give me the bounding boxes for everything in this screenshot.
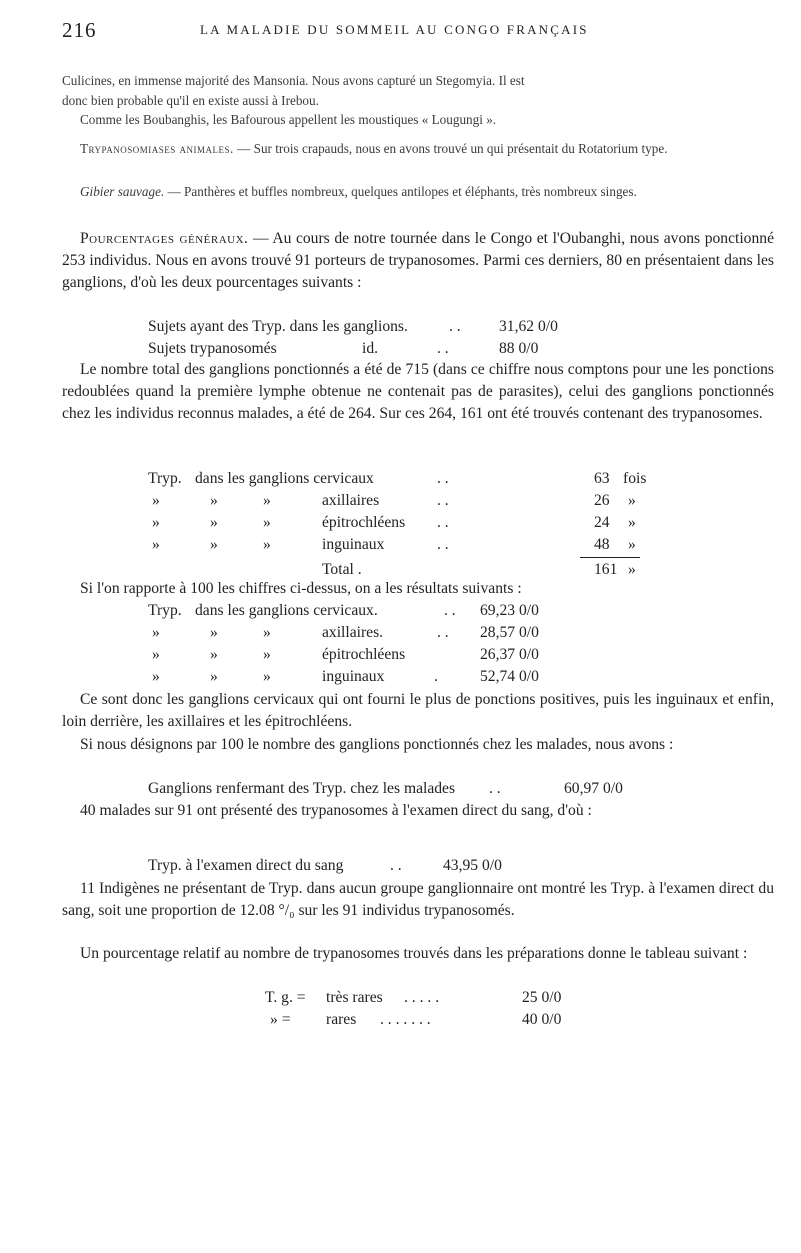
cesont-text: Ce sont donc les ganglions cervicaux qui ont fourni le plus de ponctions positives, puis les inguinaux et enfin, loin derrière, les axillaires et les épitrochléens. xyxy=(62,691,774,730)
item-d: épitrochléens xyxy=(322,514,406,531)
item-value: 52,74 0/0 xyxy=(480,668,539,685)
list-item xyxy=(62,666,774,688)
item-a: » xyxy=(152,514,160,531)
item-c: » xyxy=(263,536,271,553)
item-dots: . . xyxy=(489,780,501,797)
item-a: » xyxy=(152,624,160,641)
item-label: Tryp. à l'examen direct du sang xyxy=(148,857,344,874)
item-d: épitrochléens xyxy=(322,646,406,663)
un-pourcentage-text: Un pourcentage relatif au nombre de trypanosomes trouvés dans les préparations donne le tableau suivant : xyxy=(80,945,748,962)
list-item xyxy=(62,987,774,1009)
ganglions-text: Le nombre total des ganglions ponctionnés a été de 715 (dans ce chiffre nous comptons pour une les ponctions redoublées quand la première lymphe obtenue ne contenait pas de parasites), celui des ganglions ponctionnés chez les individus reconnus malades, a été de 264. Sur ces 264, 161 ont été trouvés contenant des trypanosomes. xyxy=(62,361,774,422)
item-a: » = xyxy=(270,1011,291,1028)
culicines-line-1: Culicines, en immense majorité des Mansonia. Nous avons capturé un Stegomyia. Il est xyxy=(62,73,525,88)
item-b: » xyxy=(210,492,218,509)
item-b: rares xyxy=(326,1011,357,1028)
item-c: » xyxy=(263,646,271,663)
item-c: » xyxy=(263,624,271,641)
gibier-text: — Panthères et buffles nombreux, quelques antilopes et éléphants, très nombreux singes. xyxy=(164,184,637,199)
quarante-text: 40 malades sur 91 ont présenté des trypanosomes à l'examen direct du sang, d'où : xyxy=(80,802,592,819)
culicines-paragraph xyxy=(62,71,772,130)
item-c: » xyxy=(263,668,271,685)
item-value: 25 0/0 xyxy=(522,989,562,1006)
ganglions-malades-line xyxy=(62,778,774,800)
rapporte-text: Si l'on rapporte à 100 les chiffres ci-dessus, on a les résultats suivants : xyxy=(80,580,522,597)
pourcentages-paragraph xyxy=(62,228,774,293)
item-a: » xyxy=(152,492,160,509)
sang-line xyxy=(62,855,774,877)
running-title: LA MALADIE DU SOMMEIL AU CONGO FRANÇAIS xyxy=(200,22,589,37)
total-unit: » xyxy=(628,561,636,578)
item-a: Tryp. xyxy=(148,470,182,487)
item-dots: . . xyxy=(437,536,449,553)
item-value: 43,95 0/0 xyxy=(443,857,502,874)
item-dots: . . xyxy=(437,492,449,509)
list-item xyxy=(62,644,774,666)
item-dots: . . xyxy=(437,514,449,531)
culicines-line-2: donc bien probable qu'il en existe aussi à Irebou. xyxy=(62,92,319,108)
item-label: Ganglions renfermant des Tryp. chez les malades xyxy=(148,780,456,797)
list-item xyxy=(62,534,774,556)
item-b: dans les ganglions cervicaux. xyxy=(195,602,378,619)
item-d: axillaires xyxy=(322,492,380,509)
onze-paragraph xyxy=(62,878,774,922)
item-dots: . . xyxy=(449,318,461,335)
sinous-paragraph xyxy=(62,734,774,756)
item-dots: . . xyxy=(437,340,449,357)
total-value: 161 xyxy=(594,561,618,578)
item-c: » xyxy=(263,514,271,531)
item-dots: . . xyxy=(390,857,402,874)
item-a: Tryp. xyxy=(148,602,182,619)
item-a: » xyxy=(152,668,160,685)
item-value: 60,97 0/0 xyxy=(564,780,623,797)
item-value: 63 xyxy=(594,470,610,487)
list-item xyxy=(62,855,774,877)
item-unit: » xyxy=(628,514,636,531)
item-unit: » xyxy=(628,536,636,553)
list-item xyxy=(62,338,774,360)
list-tg xyxy=(62,987,774,1031)
item-a: » xyxy=(152,646,160,663)
item-value: 69,23 0/0 xyxy=(480,602,539,619)
trypanosomiases-animales-text: — Sur trois crapauds, nous en avons trouvé un qui présentait du Rotatorium type. xyxy=(233,141,668,156)
culicines-line-3: Comme les Boubanghis, les Bafourous appellent les moustiques « Lougungi ». xyxy=(80,112,497,127)
quarante-paragraph xyxy=(62,800,774,822)
item-b: très rares xyxy=(326,989,383,1006)
item-value: 28,57 0/0 xyxy=(480,624,539,641)
item-dots: . . xyxy=(437,624,449,641)
item-unit: fois xyxy=(623,470,647,487)
item-dots: . . . . . . . xyxy=(380,1011,431,1028)
item-value: 24 xyxy=(594,514,610,531)
list-item xyxy=(62,622,774,644)
item-d: inguinaux xyxy=(322,668,385,685)
item-b: » xyxy=(210,646,218,663)
onze-text: 11 Indigènes ne présentant de Tryp. dans aucun groupe ganglionnaire ont montré les Tryp. à l'examen direct du sang, soit une proportion de 12.08 °/₀ sur les 91 individus trypanosomés. xyxy=(62,880,774,919)
list-item xyxy=(62,600,774,622)
item-mid: id. xyxy=(362,340,379,357)
item-b: dans les ganglions cervicaux xyxy=(195,470,374,487)
list-pourcentages-ganglions xyxy=(62,600,774,688)
item-dots: . . xyxy=(444,602,456,619)
item-a: T. g. = xyxy=(265,989,306,1006)
pourcentages-heading: Pourcentages généraux. xyxy=(80,230,249,247)
total-row xyxy=(62,556,774,578)
page-number: 216 xyxy=(62,18,97,42)
list-tryp-fois xyxy=(62,468,774,578)
un-pourcentage-paragraph xyxy=(62,943,774,965)
item-value: 26 xyxy=(594,492,610,509)
sinous-text: Si nous désignons par 100 le nombre des ganglions ponctionnés chez les malades, nous avons : xyxy=(80,736,674,753)
ganglions-paragraph xyxy=(62,359,774,424)
item-b: » xyxy=(210,624,218,641)
item-unit: » xyxy=(628,492,636,509)
item-dots: . . . . . xyxy=(404,989,440,1006)
list-item xyxy=(62,490,774,512)
item-a: » xyxy=(152,536,160,553)
item-d: axillaires. xyxy=(322,624,384,641)
item-b: » xyxy=(210,668,218,685)
trypanosomiases-animales-paragraph xyxy=(62,139,772,159)
item-d: inguinaux xyxy=(322,536,385,553)
pourcentages-text: — Au cours de notre tournée dans le Congo et l'Oubanghi, nous avons ponctionné 253 individus. Nous en avons trouvé 91 porteurs de trypanosomes. Parmi ces derniers, 80 en présentaient dans les ganglions, d'où les deux pourcentages suivants : xyxy=(62,230,774,291)
list-item xyxy=(62,468,774,490)
gibier-paragraph xyxy=(62,182,772,202)
item-label: Sujets ayant des Tryp. dans les ganglions. xyxy=(148,318,408,335)
list-item xyxy=(62,316,774,338)
gibier-heading: Gibier sauvage. xyxy=(80,184,165,199)
list-sujets xyxy=(62,316,774,360)
item-value: 40 0/0 xyxy=(522,1011,562,1028)
item-b: » xyxy=(210,514,218,531)
item-value: 26,37 0/0 xyxy=(480,646,539,663)
list-item xyxy=(62,1009,774,1031)
item-dots: . xyxy=(434,668,438,685)
running-header xyxy=(62,18,762,48)
cesont-paragraph xyxy=(62,689,774,733)
total-label: Total . xyxy=(322,561,362,578)
item-c: » xyxy=(263,492,271,509)
item-value: 88 0/0 xyxy=(499,340,539,357)
item-label: Sujets trypanosomés xyxy=(148,340,277,357)
list-item xyxy=(62,512,774,534)
item-dots: . . xyxy=(437,470,449,487)
item-value: 48 xyxy=(594,536,610,553)
list-item xyxy=(62,778,774,800)
rapporte-paragraph xyxy=(62,578,774,600)
item-b: » xyxy=(210,536,218,553)
trypanosomiases-animales-heading: Trypanosomiases animales. xyxy=(80,141,234,156)
item-value: 31,62 0/0 xyxy=(499,318,558,335)
